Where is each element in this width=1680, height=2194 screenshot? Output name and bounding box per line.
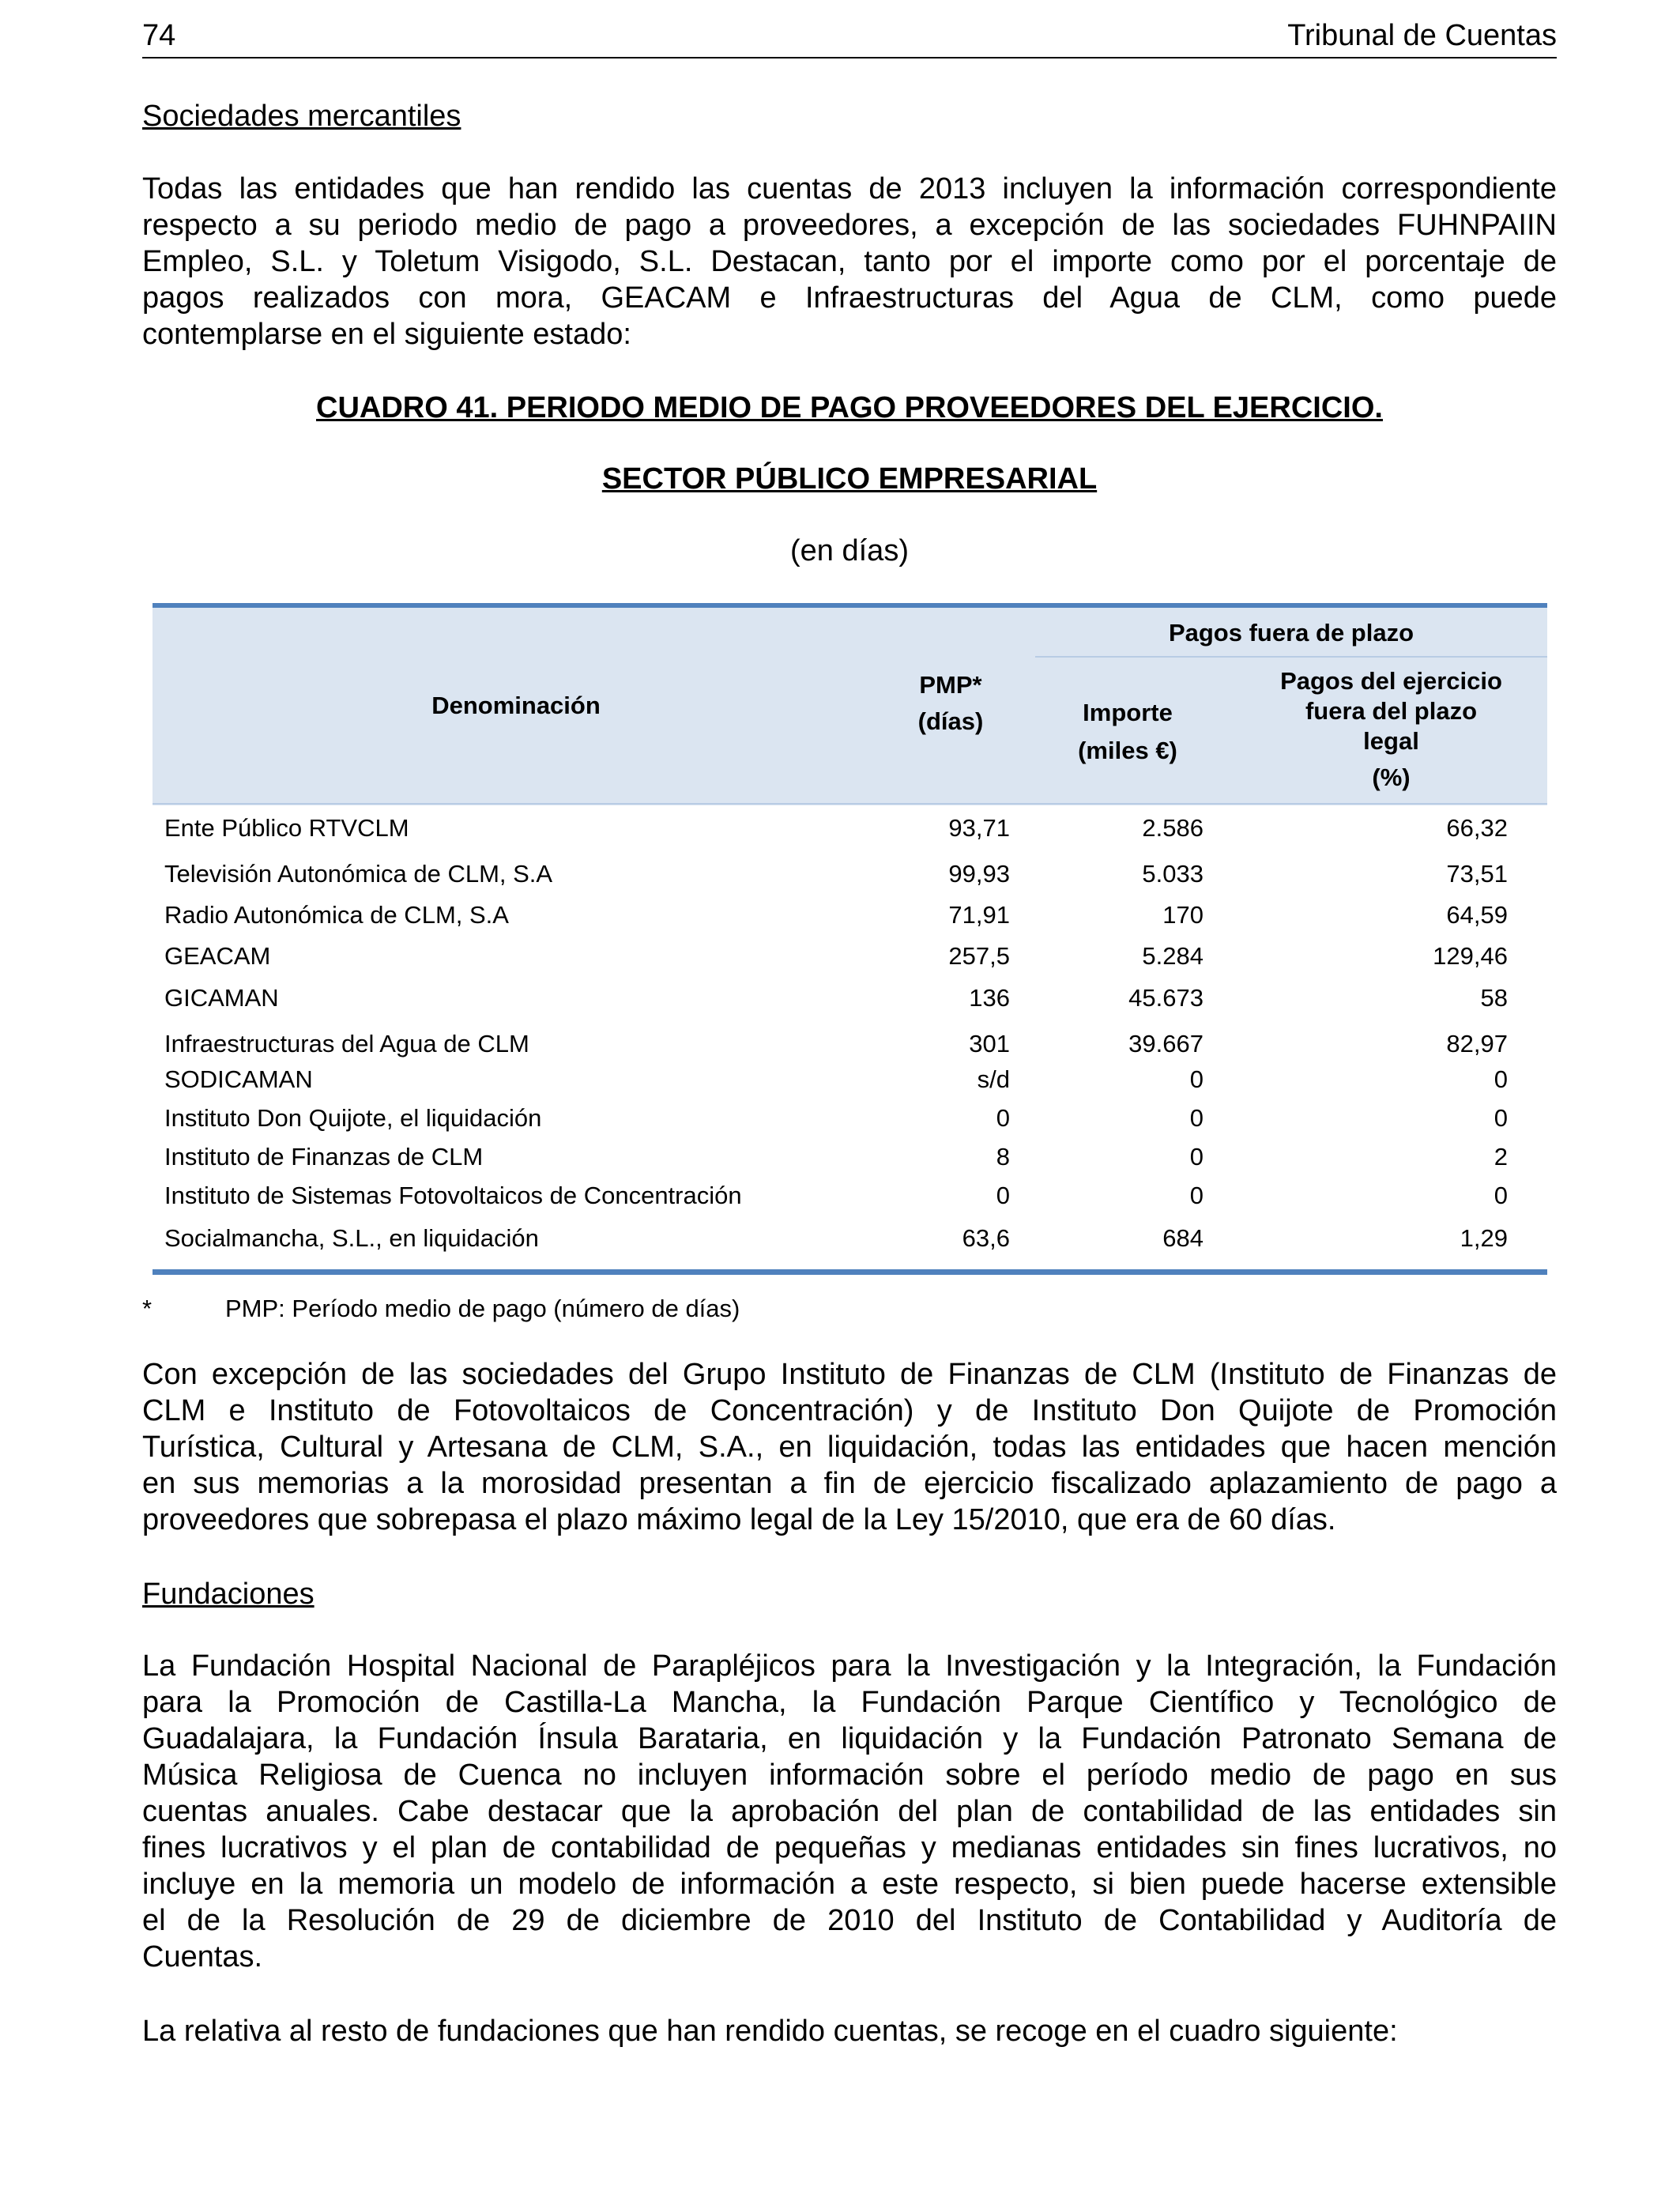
header-divider [1035, 656, 1547, 658]
paragraph-sociedades [142, 171, 1557, 352]
paragraph-line: Turística, Cultural y Artesana de CLM, S.A., en liquidación, todas las entidades que hacen mención [142, 1431, 1557, 1464]
paragraph-line: incluye en la memoria un modelo de información a este respecto, si bien puede hacerse extensible [142, 1868, 1557, 1901]
paragraph-line: respecto a su periodo medio de pago a proveedores, a excepción de las sociedades FUHNPAIIN [142, 209, 1557, 242]
paragraph-line: Con excepción de las sociedades del Grupo Instituto de Finanzas de CLM (Instituto de Finanzas de [142, 1358, 1557, 1391]
header-importe-unit: (miles €) [1078, 737, 1177, 764]
paragraph-line: Todas las entidades que han rendido las cuentas de 2013 incluyen la información correspondiente [142, 172, 1557, 205]
paragraph-line: para la Promoción de Castilla-La Mancha, la Fundación Parque Científico y Tecnológico de [142, 1686, 1557, 1719]
cell-pmp: 93,71 [948, 814, 1010, 842]
cell-name: GICAMAN [164, 984, 279, 1012]
header-importe [1035, 698, 1220, 766]
cell-name: Infraestructuras del Agua de CLM [164, 1030, 529, 1057]
paragraph-line: fines lucrativos y el plan de contabilidad de pequeñas y medianas entidades sin fines lucrativos, no [142, 1831, 1557, 1864]
header-pmp-label: PMP* [919, 671, 982, 699]
cell-importe: 45.673 [1128, 984, 1203, 1012]
cell-porcentaje: 64,59 [1446, 901, 1508, 929]
cell-name: Instituto de Finanzas de CLM [164, 1143, 484, 1171]
section-heading-sociedades: Sociedades mercantiles [142, 100, 461, 133]
table-bottom-border [153, 1269, 1547, 1275]
cell-importe: 684 [1162, 1224, 1203, 1252]
cell-porcentaje: 73,51 [1446, 860, 1508, 888]
cell-name: Instituto Don Quijote, el liquidación [164, 1104, 542, 1132]
cell-porcentaje: 0 [1494, 1104, 1508, 1132]
closing-sentence: La relativa al resto de fundaciones que han rendido cuentas, se recoge en el cuadro siguiente: [142, 2015, 1398, 2048]
cell-name: GEACAM [164, 942, 271, 970]
paragraph-line: Música Religiosa de Cuenca no incluyen información sobre el período medio de pago en sus [142, 1759, 1557, 1792]
header-organization: Tribunal de Cuentas [1287, 19, 1557, 52]
page-header [142, 16, 1557, 58]
footnote-text: PMP: Período medio de pago (número de días) [225, 1295, 740, 1322]
cell-porcentaje: 0 [1494, 1182, 1508, 1209]
cell-porcentaje: 1,29 [1460, 1224, 1508, 1252]
header-porcentaje-line: legal [1363, 727, 1419, 755]
cell-name: Ente Público RTVCLM [164, 814, 409, 842]
cell-pmp: 99,93 [948, 860, 1010, 888]
header-pmp-unit: (días) [917, 707, 984, 735]
page-number: 74 [142, 19, 176, 52]
cell-name: Socialmancha, S.L., en liquidación [164, 1224, 539, 1252]
header-porcentaje-line: fuera del plazo [1305, 697, 1478, 725]
cell-name: Radio Autonómica de CLM, S.A [164, 901, 509, 929]
paragraph-line: cuentas anuales. Cabe destacar que la aprobación del plan de contabilidad de las entidades sin [142, 1795, 1557, 1828]
cell-porcentaje: 2 [1494, 1143, 1508, 1171]
pmp-table [153, 603, 1547, 1275]
header-porcentaje-line: Pagos del ejercicio [1280, 667, 1502, 695]
cell-importe: 2.586 [1142, 814, 1203, 842]
section-heading-fundaciones: Fundaciones [142, 1578, 315, 1611]
paragraph-line: Cuentas. [142, 1940, 263, 1973]
header-pagos-fuera-plazo: Pagos fuera de plazo [1168, 619, 1414, 647]
paragraph-excepciones [142, 1356, 1557, 1538]
paragraph-line: en sus memorias a la morosidad presentan a fin de ejercicio fiscalizado aplazamiento de pago a [142, 1467, 1557, 1500]
header-porcentaje [1235, 666, 1547, 793]
cell-importe: 39.667 [1128, 1030, 1203, 1057]
table-units: (en días) [790, 534, 909, 567]
cell-name: SODICAMAN [164, 1065, 313, 1093]
cell-pmp: 71,91 [948, 901, 1010, 929]
cell-importe: 0 [1189, 1104, 1203, 1132]
cell-porcentaje: 58 [1480, 984, 1508, 1012]
header-importe-label: Importe [1083, 699, 1173, 726]
cell-importe: 0 [1189, 1065, 1203, 1093]
table-subtitle: SECTOR PÚBLICO EMPRESARIAL [601, 462, 1098, 496]
paragraph-fundaciones [142, 1648, 1557, 1975]
paragraph-line: contemplarse en el siguiente estado: [142, 318, 631, 351]
cell-importe: 0 [1189, 1182, 1203, 1209]
header-denominacion: Denominación [431, 692, 601, 719]
cell-pmp: 301 [969, 1030, 1010, 1057]
cell-pmp: s/d [977, 1065, 1010, 1093]
paragraph-line: La Fundación Hospital Nacional de Parapléjicos para la Investigación y la Integración, la Fundación [142, 1649, 1557, 1683]
cell-importe: 170 [1162, 901, 1203, 929]
cell-importe: 0 [1189, 1143, 1203, 1171]
cell-porcentaje: 82,97 [1446, 1030, 1508, 1057]
paragraph-line: Empleo, S.L. y Toletum Visigodo, S.L. Destacan, tanto por el importe como por el porcentaje de [142, 245, 1557, 278]
paragraph-line: el de la Resolución de 29 de diciembre de 2010 del Instituto de Contabilidad y Auditoría de [142, 1904, 1557, 1937]
header-bottom-border [153, 803, 1547, 805]
cell-importe: 5.284 [1142, 942, 1203, 970]
cell-name: Televisión Autonómica de CLM, S.A [164, 860, 553, 888]
cell-pmp: 257,5 [948, 942, 1010, 970]
cell-porcentaje: 66,32 [1446, 814, 1508, 842]
cell-pmp: 8 [996, 1143, 1010, 1171]
paragraph-line: proveedores que sobrepasa el plazo máximo legal de la Ley 15/2010, que era de 60 días. [142, 1503, 1336, 1536]
cell-pmp: 63,6 [962, 1224, 1010, 1252]
cell-importe: 5.033 [1142, 860, 1203, 888]
cell-porcentaje: 129,46 [1433, 942, 1508, 970]
paragraph-line: pagos realizados con mora, GEACAM e Infraestructuras del Agua de CLM, como puede [142, 281, 1557, 315]
footnote-mark: * [142, 1295, 153, 1322]
cell-pmp: 0 [996, 1182, 1010, 1209]
paragraph-line: Guadalajara, la Fundación Ínsula Barataria, en liquidación y la Fundación Patronato Semana de [142, 1722, 1557, 1755]
cell-porcentaje: 0 [1494, 1065, 1508, 1093]
table-title: CUADRO 41. PERIODO MEDIO DE PAGO PROVEEDORES DEL EJERCICIO. [316, 391, 1383, 424]
header-pmp [880, 670, 1022, 737]
paragraph-line: CLM e Instituto de Fotovoltaicos de Concentración) y de Instituto Don Quijote de Promoción [142, 1394, 1557, 1427]
cell-name: Instituto de Sistemas Fotovoltaicos de Concentración [164, 1182, 742, 1209]
cell-pmp: 136 [969, 984, 1010, 1012]
cell-pmp: 0 [996, 1104, 1010, 1132]
header-porcentaje-unit: (%) [1372, 763, 1411, 791]
